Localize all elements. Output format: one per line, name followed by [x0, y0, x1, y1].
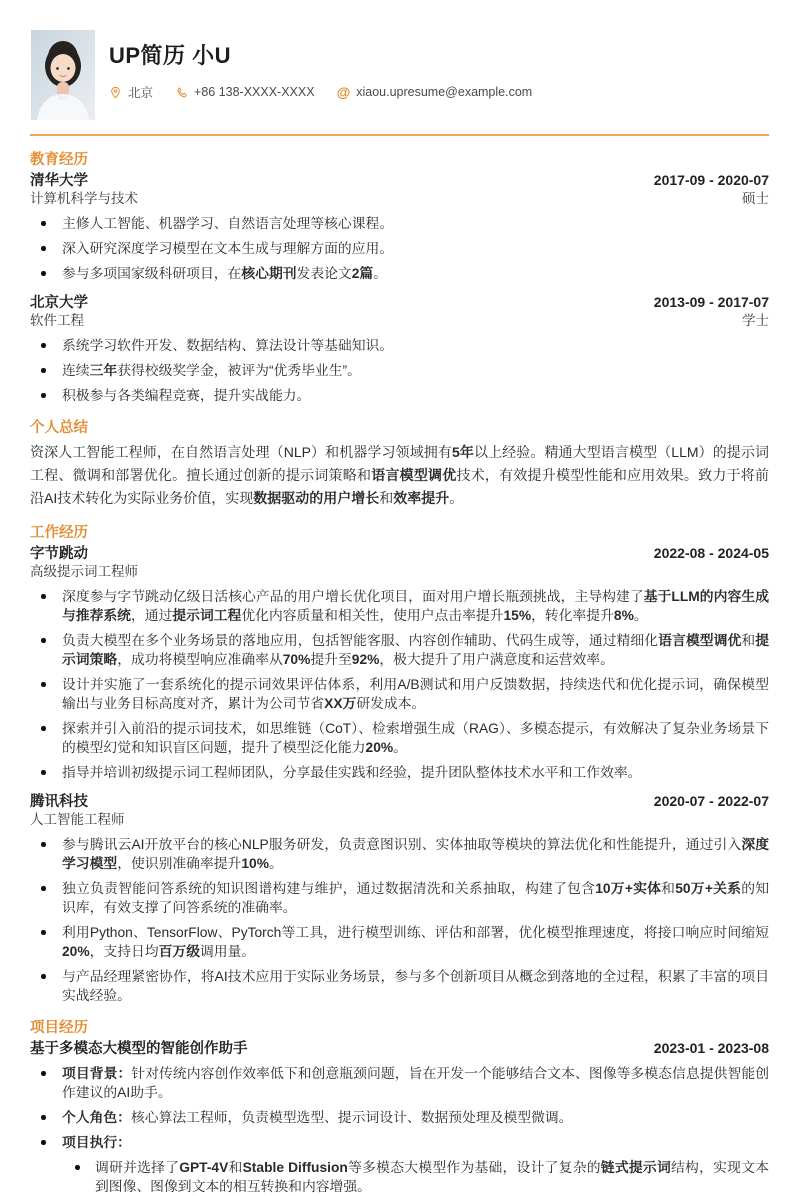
entry-sub-row: [30, 811, 769, 829]
bullet-item: 指导并培训初级提示词工程师团队，分享最佳实践和经验，提升团队整体技术水平和工作效率。: [30, 763, 769, 782]
header-info: [109, 30, 532, 101]
entry-subtitle: 计算机科学与技术: [30, 191, 138, 206]
contact-row: [109, 83, 532, 101]
entry-title: 腾讯科技: [30, 794, 88, 810]
entry-head-row: [30, 172, 769, 190]
bullet-item: 深度参与字节跳动亿级日活核心产品的用户增长优化项目，面对用户增长瓶颈挑战，主导构建了基于LLM的内容生成与推荐系统，通过提示词工程优化内容质量和相关性，使用户点击率提升15%，转化率提升8%。: [30, 587, 769, 625]
contact-phone: [175, 85, 315, 99]
entry-date: 2023-01 - 2023-08: [653, 1040, 769, 1056]
bullet-list: [30, 587, 769, 782]
bullet-item: 参与多项国家级科研项目，在核心期刊发表论文2篇。: [30, 264, 769, 283]
entry: [30, 172, 769, 283]
bullet-list: [30, 214, 769, 283]
entry-head-row: [30, 294, 769, 312]
entry-date: 2020-07 - 2022-07: [653, 793, 769, 809]
entry-sub-row: [30, 312, 769, 330]
bullet-item: 探索并引入前沿的提示词技术，如思维链（CoT）、检索增强生成（RAG）、多模态提示，有效解决了复杂业务场景下的模型幻觉和知识盲区问题，提升了模型泛化能力20%。: [30, 719, 769, 757]
section-heading: 项目经历: [30, 1020, 88, 1036]
avatar-photo: [31, 30, 95, 120]
sub-bullet-list: [62, 1158, 769, 1196]
section-education: [30, 151, 769, 405]
entry: [30, 1040, 769, 1196]
entry: [30, 545, 769, 782]
entry-title: 基于多模态大模型的智能创作助手: [30, 1041, 248, 1057]
section-summary: [30, 419, 769, 510]
bullet-item: 项目背景：针对传统内容创作效率低下和创意瓶颈问题，旨在开发一个能够结合文本、图像等多模态信息提供智能创作建议的AI助手。: [30, 1064, 769, 1102]
avatar: [31, 30, 95, 120]
phone-icon: [175, 86, 188, 99]
contact-location: [109, 83, 153, 101]
entry-sub-row: [30, 190, 769, 208]
section-heading: 教育经历: [30, 152, 88, 168]
bullet-item: 深入研究深度学习模型在文本生成与理解方面的应用。: [30, 239, 769, 258]
summary-paragraph: 资深人工智能工程师，在自然语言处理（NLP）和机器学习领域拥有5年以上经验。精通大型语言模型（LLM）的提示词工程、微调和部署优化。擅长通过创新的提示词策略和语言模型调优技术，有效提升模型性能和应用效果。致力于将前沿AI技术转化为实际业务价值，实现数据驱动的用户增长和效率提升。: [30, 444, 770, 506]
location-pin-icon: [109, 86, 122, 99]
bullet-item: 利用Python、TensorFlow、PyTorch等工具，进行模型训练、评估和部署，优化模型推理速度，将接口响应时间缩短20%，支持日均百万级调用量。: [30, 923, 769, 961]
contact-location-text: 北京: [128, 86, 154, 100]
bullet-item: 与产品经理紧密协作，将AI技术应用于实际业务场景，参与多个创新项目从概念到落地的全过程，积累了丰富的项目实战经验。: [30, 967, 769, 1005]
bullet-list: [30, 835, 769, 1005]
at-icon: @: [336, 84, 351, 100]
section-heading: 工作经历: [30, 525, 88, 541]
bullet-list: [30, 336, 769, 405]
contact-email-text: xiaou.upresume@example.com: [356, 85, 533, 99]
entry-title: 字节跳动: [30, 546, 88, 562]
entry-subtitle: 人工智能工程师: [30, 812, 125, 827]
bullet-item: 积极参与各类编程竞赛，提升实战能力。: [30, 386, 769, 405]
bullet-item: 独立负责智能问答系统的知识图谱构建与维护，通过数据清洗和关系抽取，构建了包含10万+实体和50万+关系的知识库，有效支撑了问答系统的准确率。: [30, 879, 769, 917]
entry-date: 2022-08 - 2024-05: [653, 545, 769, 561]
bullet-item: 个人角色：核心算法工程师，负责模型选型、提示词设计、数据预处理及模型微调。: [30, 1108, 769, 1127]
entry: [30, 793, 769, 1005]
entry-head-row: [30, 545, 769, 563]
contact-email: [337, 85, 533, 99]
bullet-item: 负责大模型在多个业务场景的落地应用，包括智能客服、内容创作辅助、代码生成等，通过精细化语言模型调优和提示词策略，成功将模型响应准确率从70%提升至92%，极大提升了用户满意度和运营效率。: [30, 631, 769, 669]
entry-title: 清华大学: [30, 173, 88, 189]
entry-degree: 学士: [742, 313, 769, 328]
entry: [30, 294, 769, 405]
contact-phone-text: +86 138-XXXX-XXXX: [194, 85, 315, 99]
sub-bullet-item: 调研并选择了GPT-4V和Stable Diffusion等多模态大模型作为基础，设计了复杂的链式提示词结构，实现文本到图像、图像到文本的相互转换和内容增强。: [62, 1158, 769, 1196]
section-projects: [30, 1019, 769, 1196]
bullet-item: 系统学习软件开发、数据结构、算法设计等基础知识。: [30, 336, 769, 355]
entry-head-row: [30, 793, 769, 811]
bullet-list: [30, 1064, 769, 1196]
bullet-item: 连续三年获得校级奖学金，被评为“优秀毕业生”。: [30, 361, 769, 380]
bullet-item: 项目执行： 调研并选择了GPT-4V和Stable Diffusion等多模态大模型作为基础，设计了复杂的链式提示词结构，实现文本到图像、图像到文本的相互转换和内容增强。: [30, 1133, 769, 1196]
resume-header: [0, 0, 799, 120]
candidate-name: UP简历 小U: [109, 43, 232, 68]
entry-date: 2013-09 - 2017-07: [653, 294, 769, 310]
entry-head-row: [30, 1040, 769, 1058]
entry-sub-row: [30, 563, 769, 581]
entry-degree: 硕士: [742, 191, 769, 206]
section-work: [30, 524, 769, 1005]
bullet-item: 参与腾讯云AI开放平台的核心NLP服务研发，负责意图识别、实体抽取等模块的算法优化和性能提升，通过引入深度学习模型，使识别准确率提升10%。: [30, 835, 769, 873]
resume-body: [0, 136, 799, 1196]
section-heading: 个人总结: [30, 420, 88, 436]
entry-subtitle: 高级提示词工程师: [30, 564, 138, 579]
entry-subtitle: 软件工程: [30, 313, 84, 328]
bullet-item: 设计并实施了一套系统化的提示词效果评估体系，利用A/B测试和用户反馈数据，持续迭代和优化提示词，确保模型输出与业务目标高度对齐，累计为公司节省XX万研发成本。: [30, 675, 769, 713]
bullet-item: 主修人工智能、机器学习、自然语言处理等核心课程。: [30, 214, 769, 233]
entry-title: 北京大学: [30, 295, 88, 311]
entry-date: 2017-09 - 2020-07: [653, 172, 769, 188]
